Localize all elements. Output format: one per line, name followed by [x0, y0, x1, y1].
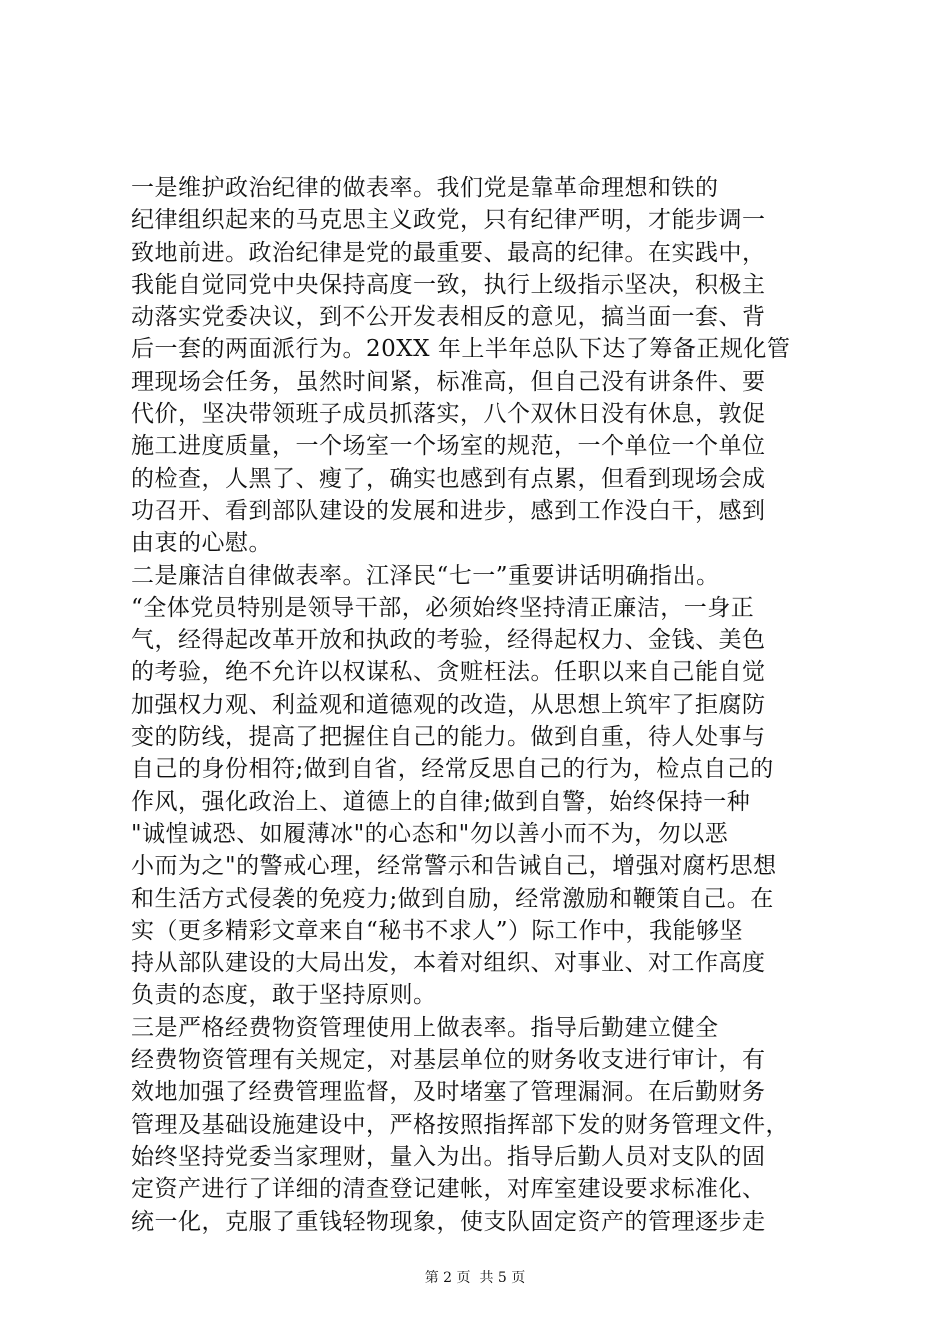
text-line: 由衷的心慰。	[131, 530, 272, 557]
text-line: “全体党员特别是领导干部，必须始终坚持清正廉洁，一身正	[131, 594, 755, 621]
text-line: 加强权力观、利益观和道德观的改造，从思想上筑牢了拒腐防	[131, 691, 766, 718]
text-line: 后一套的两面派行为。20XX 年上半年总队下达了筹备正规化管	[131, 336, 791, 363]
text-line: 功召开、看到部队建设的发展和进步，感到工作没白干，感到	[131, 497, 766, 524]
text-line: 二是廉洁自律做表率。江泽民“七一”重要讲话明确指出。	[131, 562, 720, 589]
text-line: 负责的态度，敢于坚持原则。	[131, 982, 437, 1009]
text-line: 我能自觉同党中央保持高度一致，执行上级指示坚决，积极主	[131, 271, 766, 298]
page-footer	[0, 1268, 950, 1288]
text-line: 气，经得起改革开放和执政的考验，经得起权力、金钱、美色	[131, 627, 766, 654]
text-line: 效地加强了经费管理监督，及时堵塞了管理漏洞。在后勤财务	[131, 1079, 766, 1106]
text-line: 变的防线，提高了把握住自己的能力。做到自重，待人处事与	[131, 724, 766, 751]
text-line: 动落实党委决议，到不公开发表相反的意见，搞当面一套、背	[131, 304, 766, 331]
text-line: 和生活方式侵袭的免疫力;做到自励，经常激励和鞭策自己。在	[131, 885, 774, 912]
text-line: 理现场会任务，虽然时间紧，标准高，但自己没有讲条件、要	[131, 368, 766, 395]
text-line: 作风，强化政治上、道德上的自律;做到自警，始终保持一种	[131, 788, 751, 815]
text-line: 的考验，绝不允许以权谋私、贪赃枉法。任职以来自己能自觉	[131, 659, 766, 686]
text-line: 定资产进行了详细的清查登记建帐，对库室建设要求标准化、	[131, 1176, 766, 1203]
document-body	[131, 172, 831, 1238]
text-line: 三是严格经费物资管理使用上做表率。指导后勤建立健全	[131, 1014, 719, 1041]
text-line: 统一化，克服了重钱轻物现象，使支队固定资产的管理逐步走	[131, 1208, 766, 1235]
text-line: "诚惶诚恐、如履薄冰"的心态和"勿以善小而不为，勿以恶	[131, 820, 729, 847]
text-line: 始终坚持党委当家理财，量入为出。指导后勤人员对支队的固	[131, 1143, 766, 1170]
text-line: 致地前进。政治纪律是党的最重要、最高的纪律。在实践中，	[131, 239, 766, 266]
text-line: 纪律组织起来的马克思主义政党，只有纪律严明，才能步调一	[131, 207, 766, 234]
text-line: 代价，坚决带领班子成员抓落实，八个双休日没有休息，敦促	[131, 401, 766, 428]
text-line: 小而为之"的警戒心理，经常警示和告诫自己，增强对腐朽思想	[131, 853, 777, 880]
text-line: 一是维护政治纪律的做表率。我们党是靠革命理想和铁的	[131, 175, 719, 201]
page-total: 共 5 页	[479, 1270, 526, 1286]
text-line: 自己的身份相符;做到自省，经常反思自己的行为，检点自己的	[131, 756, 774, 783]
text-line: 施工进度质量，一个场室一个场室的规范，一个单位一个单位	[131, 433, 766, 460]
text-line: 持从部队建设的大局出发，本着对组织、对事业、对工作高度	[131, 950, 766, 977]
text-line: 经费物资管理有关规定，对基层单位的财务收支进行审计，有	[131, 1047, 766, 1074]
page-number: 第 2 页	[424, 1270, 471, 1286]
text-line: 的检查，人黑了、瘦了，确实也感到有点累，但看到现场会成	[131, 465, 766, 492]
text-line: 管理及基础设施建设中，严格按照指挥部下发的财务管理文件，	[131, 1111, 789, 1138]
text-line: 实（更多精彩文章来自“秘书不求人”）际工作中，我能够坚	[131, 917, 744, 944]
